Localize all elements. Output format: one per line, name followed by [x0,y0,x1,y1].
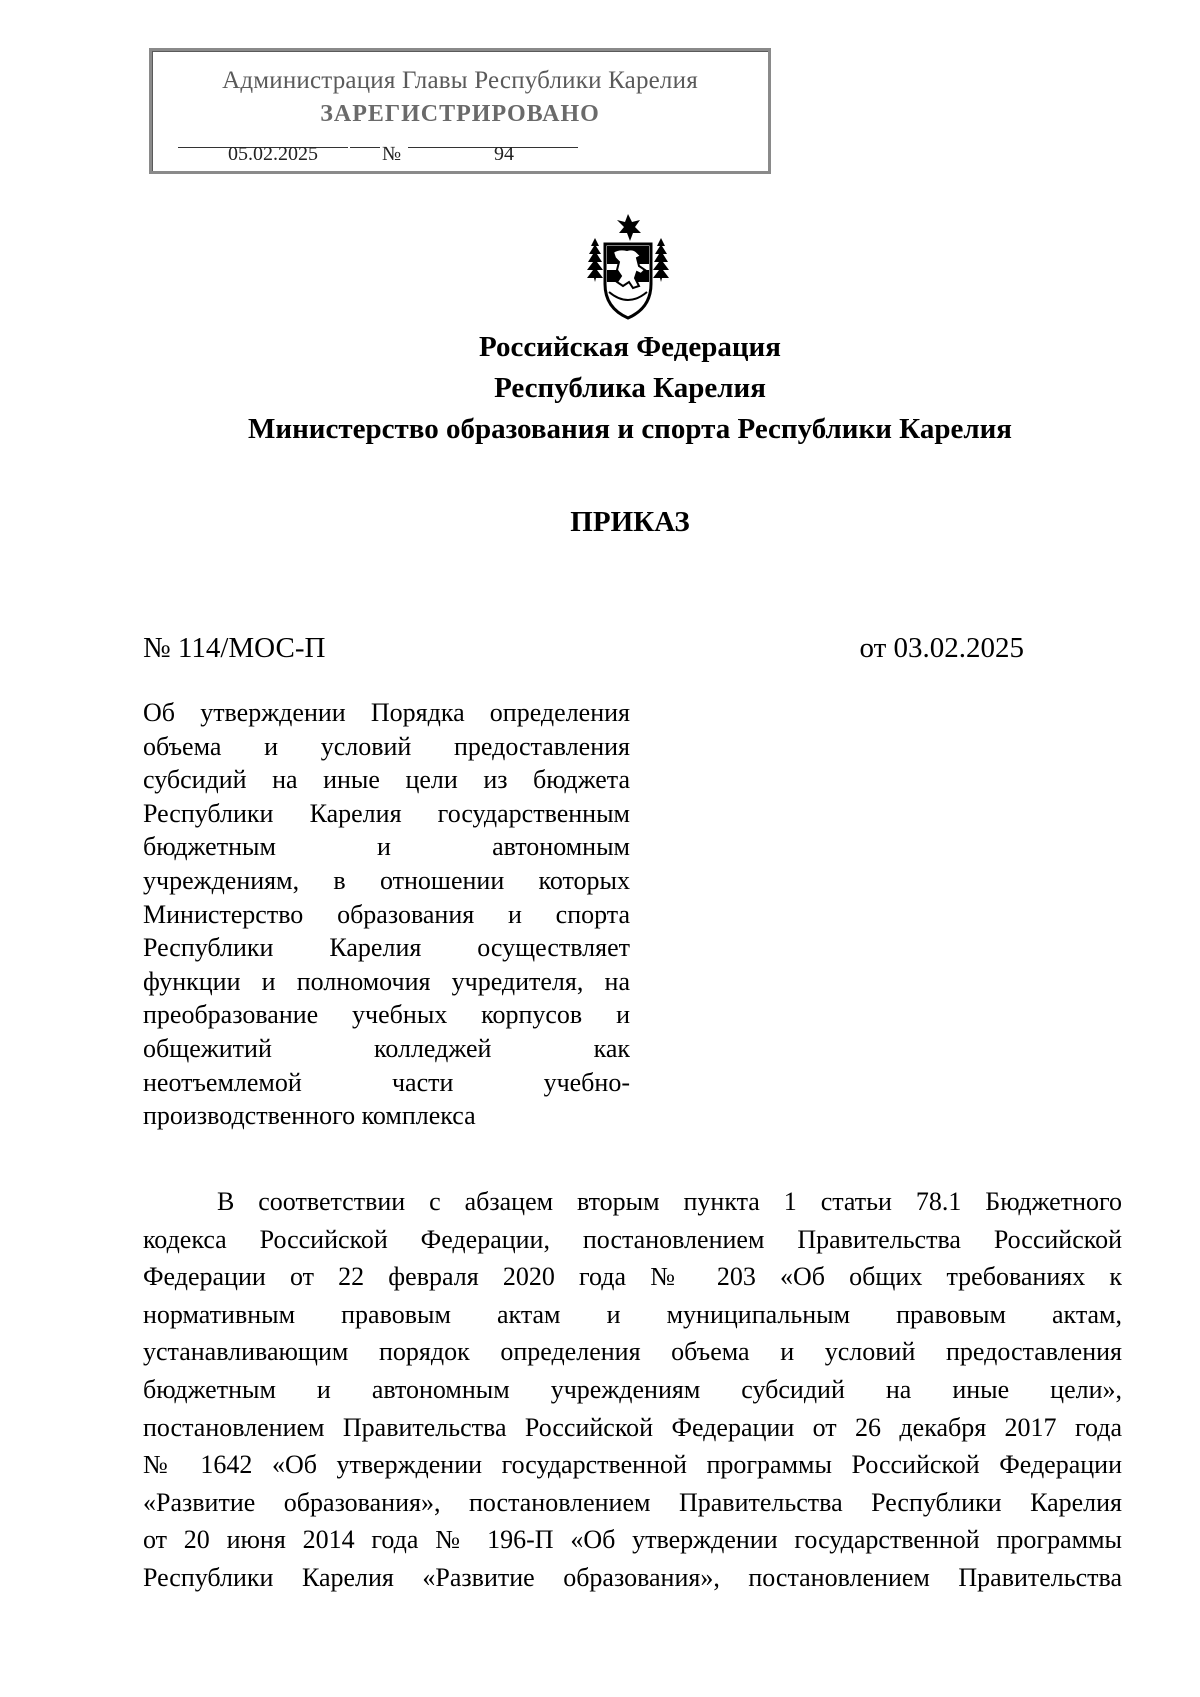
subject-line: Республики Карелия осуществляет [143,933,630,963]
stamp-gap-underline [350,147,380,148]
header-ministry: Министерство образования и спорта Республики Карелия [248,413,1012,445]
body-line: «Развитие образования», постановлением Правительства Республики Карелия [143,1487,1122,1517]
subject-line: производственного комплекса [143,1101,476,1131]
subject-line: преобразование учебных корпусов и [143,1000,630,1030]
subject-line: бюджетным и автономным [143,832,630,862]
subject-line: Министерство образования и спорта [143,899,630,929]
subject-line: объема и условий предоставления [143,731,630,761]
subject-line: функции и полномочия учредителя, на [143,966,630,996]
stamp-number: 94 [494,143,514,165]
body-line: кодекса Российской Федерации, постановлением Правительства Российской [143,1224,1122,1254]
body-line: нормативным правовым актам и муниципальным правовым актам, [143,1299,1122,1329]
header-country: Российская Федерация [479,331,781,363]
emblem-star [617,214,641,241]
body-line: Республики Карелия «Развитие образования», постановлением Правительства [143,1562,1122,1592]
subject-line: субсидий на иные цели из бюджета [143,765,630,795]
order-date: от 03.02.2025 [859,632,1024,664]
registration-stamp [149,48,771,174]
body-line: от 20 июня 2014 года № 196-П «Об утверждении государственной программы [143,1525,1122,1555]
subject-line: неотъемлемой части учебно- [143,1067,630,1097]
subject-line: общежитий колледжей как [143,1033,630,1063]
body-line: В соответствии с абзацем вторым пункта 1 статьи 78.1 Бюджетного [217,1187,1122,1216]
subject-line: Об утверждении Порядка определения [143,698,630,727]
stamp-organization: Администрация Главы Республики Карелия [222,67,698,94]
body-line: постановлением Правительства Российской Федерации от 26 декабря 2017 года [143,1412,1122,1442]
body-line: Федерации от 22 февраля 2020 года № 203 «Об общих требованиях к [143,1262,1122,1292]
body-line: № 1642 «Об утверждении государственной программы Российской Федерации [143,1450,1122,1480]
subject-line: Республики Карелия государственным [143,798,630,828]
order-number: № 114/МОС-П [143,632,326,664]
stamp-number-underline [408,147,578,148]
emblem-right-tree [653,238,669,282]
order-body [143,1183,1122,1597]
document-type: ПРИКАЗ [570,506,690,538]
stamp-status: ЗАРЕГИСТРИРОВАНО [320,101,600,127]
body-line: бюджетным и автономным учреждениям субсидий на иные цели», [143,1374,1122,1404]
emblem-left-tree [587,238,603,282]
body-line: устанавливающим порядок определения объема и условий предоставления [143,1337,1122,1367]
coat-of-arms-emblem [583,212,673,324]
subject-line: учреждениям, в отношении которых [143,865,630,895]
header-republic: Республика Карелия [494,372,766,404]
stamp-date: 05.02.2025 [228,143,318,165]
stamp-number-sign: № [382,143,402,165]
order-subject [143,696,630,1133]
